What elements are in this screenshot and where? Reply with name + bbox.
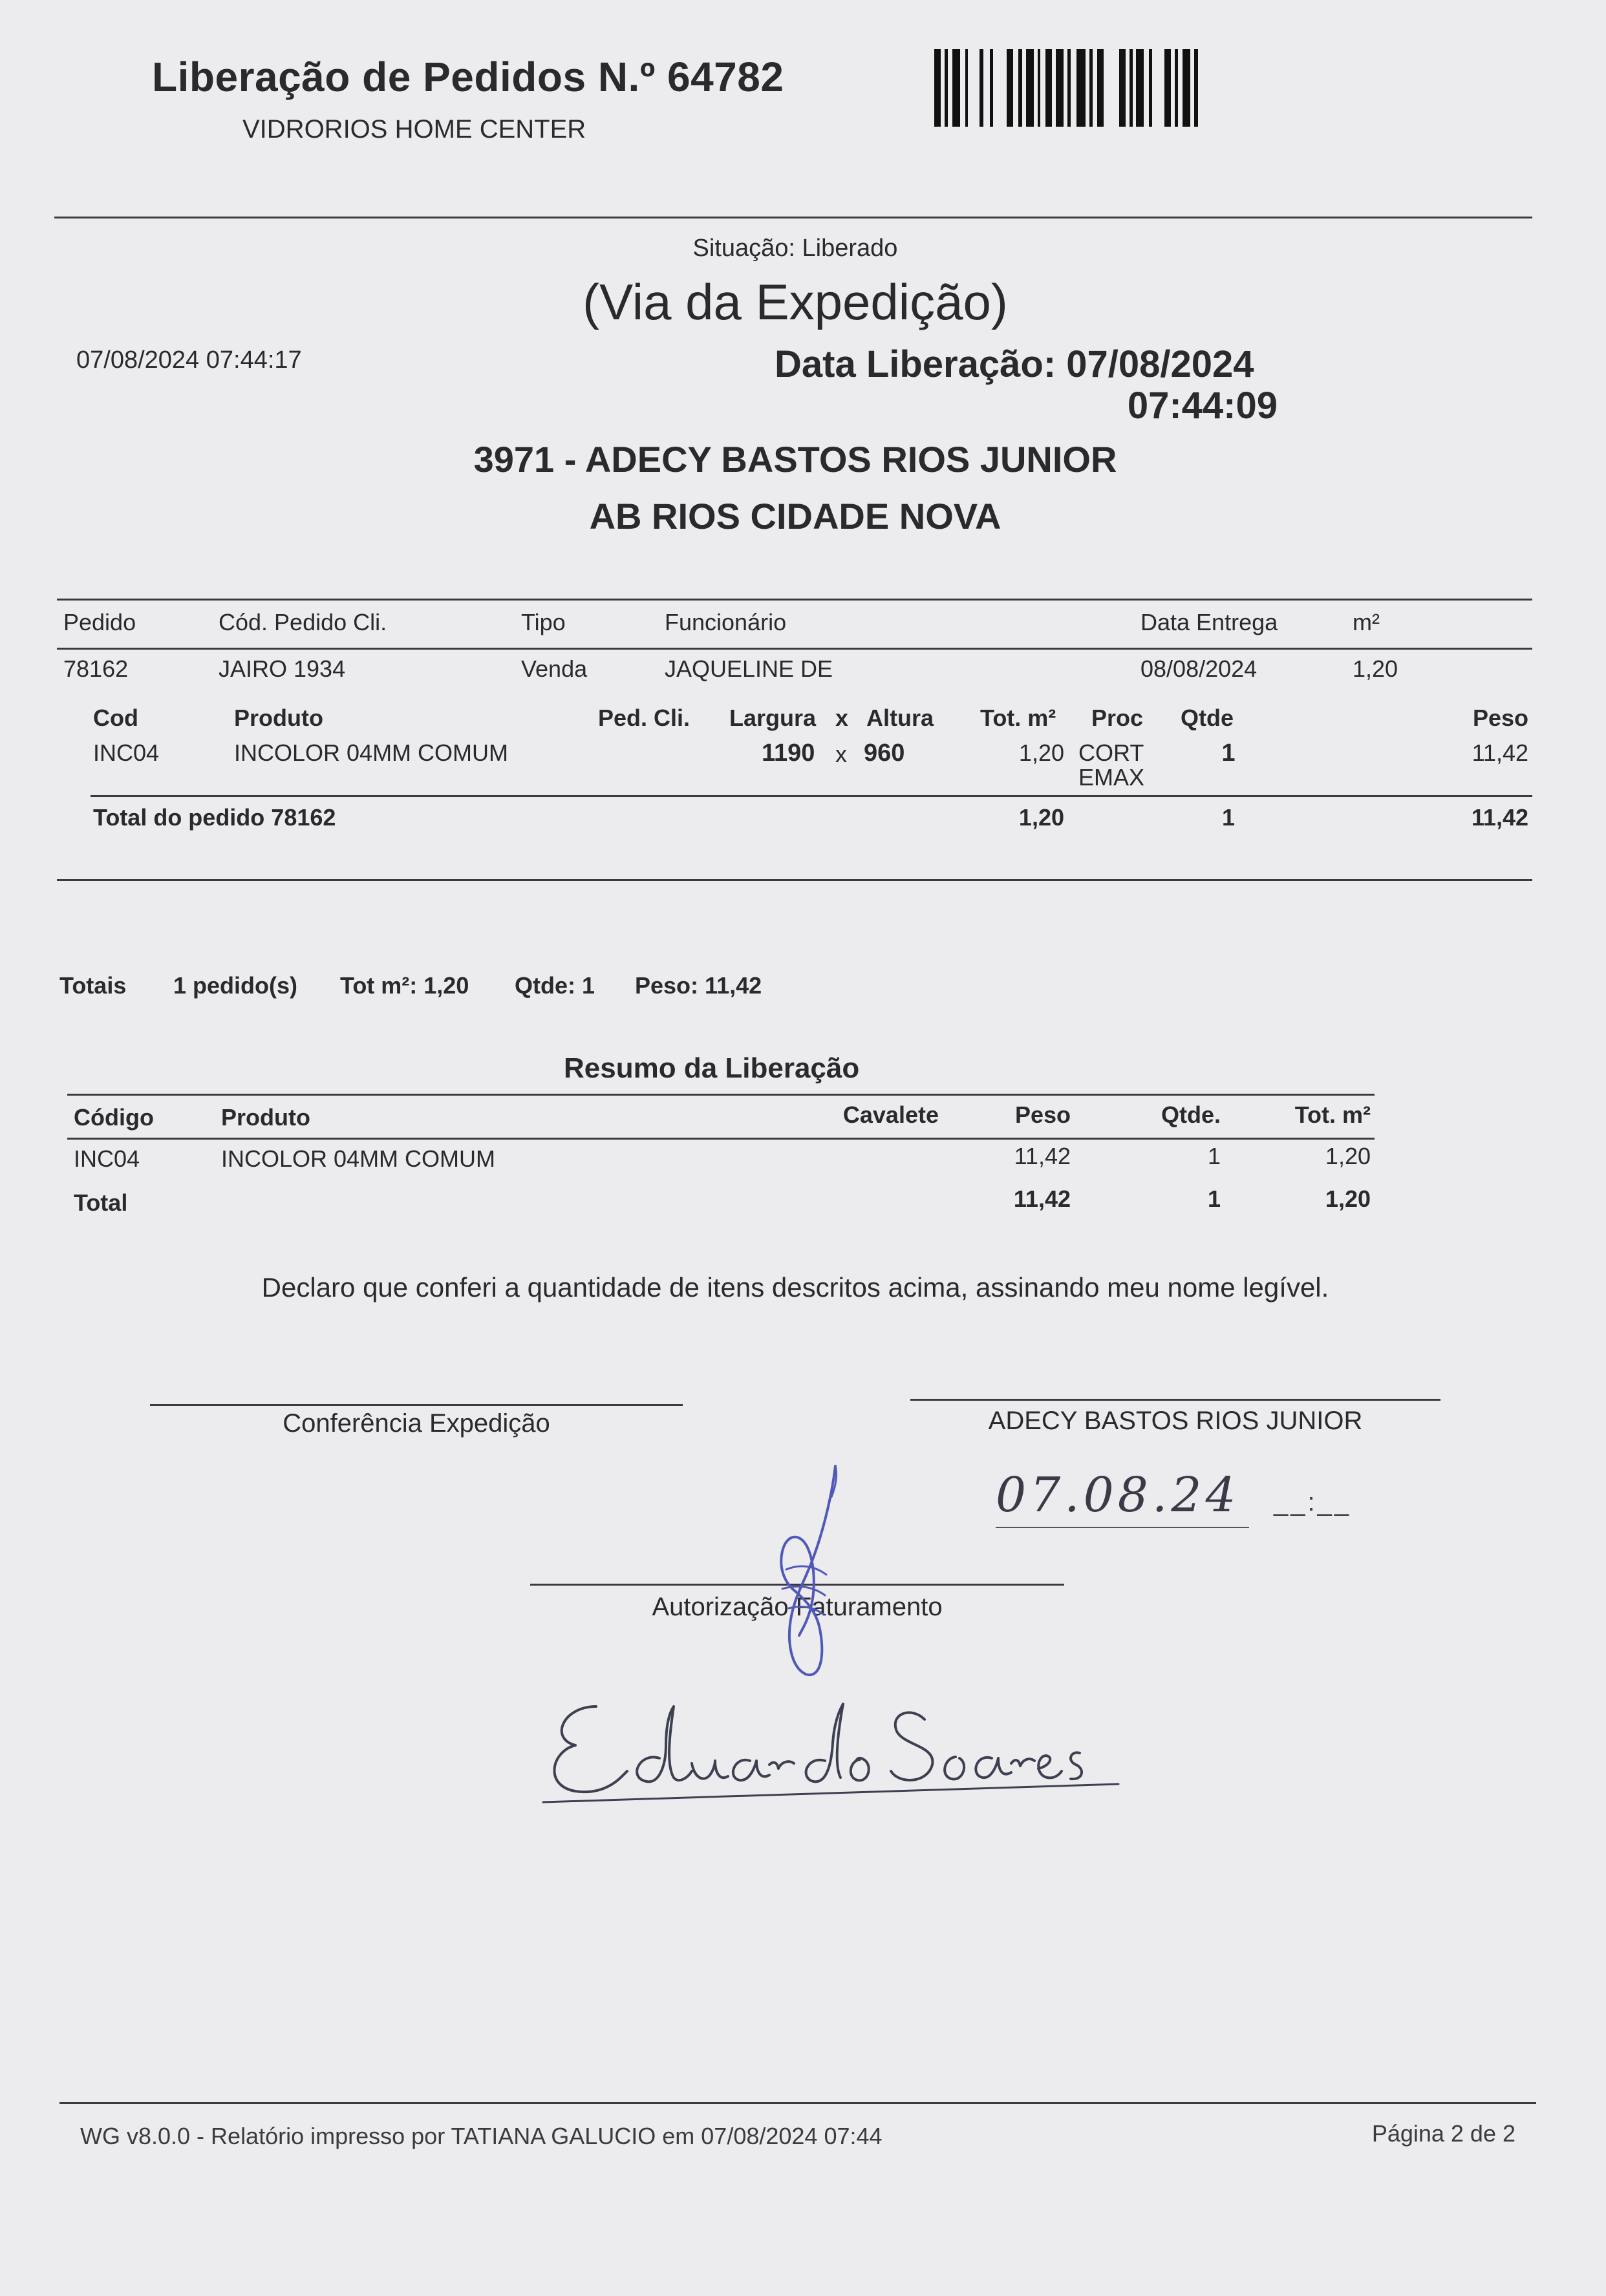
item-cell-cod: INC04 — [93, 739, 160, 766]
item-header-qtde: Qtde — [1181, 705, 1234, 731]
footer-line — [59, 2102, 1536, 2104]
summary-title: Resumo da Liberação — [564, 1052, 860, 1084]
order-cell-data-entrega: 08/08/2024 — [1140, 655, 1258, 682]
item-cell-qtde: 1 — [1221, 739, 1236, 767]
order-table-bottom-line — [57, 879, 1532, 881]
order-cell-tipo: Venda — [521, 655, 588, 682]
summary-cell-qtde: 1 — [1207, 1143, 1221, 1169]
summary-cell-tot-m2: 1,20 — [1325, 1143, 1371, 1169]
item-cell-tot-m2: 1,20 — [1018, 739, 1064, 766]
summary-header-qtde: Qtde. — [1161, 1101, 1221, 1128]
item-header-produto: Produto — [234, 705, 323, 731]
summary-header-tot-m2: Tot. m² — [1294, 1101, 1371, 1128]
order-total-m2: 1,20 — [1018, 804, 1064, 831]
declaration-text: Declaro que conferi a quantidade de itens descritos acima, assinando meu nome legível. — [261, 1272, 1329, 1302]
item-header-tot-m2: Tot. m² — [980, 705, 1056, 731]
item-total-line — [91, 795, 1532, 797]
signature-line-conferencia — [150, 1404, 683, 1406]
release-time: 07:44:09 — [1127, 385, 1278, 427]
summary-total-qtde: 1 — [1207, 1185, 1221, 1212]
item-header-altura: Altura — [866, 705, 934, 731]
footer-page-number: Página 2 de 2 — [1371, 2120, 1515, 2147]
barcode — [934, 49, 1199, 127]
summary-total-peso: 11,42 — [1013, 1185, 1071, 1212]
order-header-line — [57, 648, 1532, 650]
summary-header-produto: Produto — [221, 1104, 310, 1131]
signature-label-conferencia: Conferência Expedição — [283, 1409, 550, 1438]
totals-qtde: Qtde: 1 — [515, 972, 595, 999]
order-header-pedido: Pedido — [63, 609, 136, 635]
order-cell-funcionario: JAQUELINE DE — [665, 655, 833, 682]
totals-label: Totais — [59, 972, 127, 999]
summary-cell-produto: INCOLOR 04MM COMUM — [221, 1145, 496, 1172]
summary-header-line — [67, 1138, 1375, 1140]
order-header-m2: m² — [1353, 609, 1380, 635]
item-header-proc: Proc — [1091, 705, 1144, 731]
order-cell-cod-cli: JAIRO 1934 — [219, 655, 346, 682]
print-datetime: 07/08/2024 07:44:17 — [76, 346, 302, 374]
item-cell-largura: 1190 — [762, 739, 815, 767]
item-cell-x: x — [835, 741, 847, 767]
signature-line-cliente — [910, 1399, 1440, 1401]
item-cell-proc-1: CORT — [1078, 739, 1144, 766]
client-store: AB RIOS CIDADE NOVA — [589, 496, 1001, 537]
pen-signature — [744, 1461, 860, 1681]
signature-label-autorizacao: Autorização Faturamento — [652, 1593, 943, 1621]
item-header-cod: Cod — [93, 705, 138, 731]
totals-pedidos: 1 pedido(s) — [173, 972, 298, 999]
summary-total-label: Total — [74, 1189, 128, 1216]
summary-header-cavalete: Cavalete — [842, 1101, 939, 1128]
item-header-x: x — [835, 705, 849, 731]
totals-m2: Tot m²: 1,20 — [340, 972, 469, 999]
release-date: Data Liberação: 07/08/2024 — [775, 343, 1254, 385]
summary-header-codigo: Código — [74, 1104, 154, 1131]
order-header-tipo: Tipo — [521, 609, 566, 635]
signature-label-cliente: ADECY BASTOS RIOS JUNIOR — [988, 1407, 1363, 1435]
summary-cell-codigo: INC04 — [74, 1145, 140, 1172]
time-blank: __:__ — [1274, 1488, 1352, 1516]
summary-top-line — [67, 1094, 1375, 1096]
company-name: VIDRORIOS HOME CENTER — [242, 115, 586, 144]
footer-printed-by: WG v8.0.0 - Relatório impresso por TATIANA GALUCIO em 07/08/2024 07:44 — [80, 2123, 883, 2149]
header-divider — [54, 217, 1532, 218]
client-name: 3971 - ADECY BASTOS RIOS JUNIOR — [473, 439, 1117, 480]
summary-header-peso: Peso — [1014, 1101, 1071, 1128]
item-header-ped-cli: Ped. Cli. — [598, 705, 691, 731]
order-total-label: Total do pedido 78162 — [93, 804, 336, 831]
handwritten-date: 07.08.24 — [996, 1467, 1240, 1523]
order-total-peso: 11,42 — [1471, 804, 1528, 831]
handwritten-date-underline — [996, 1527, 1249, 1528]
summary-cell-peso: 11,42 — [1014, 1143, 1071, 1169]
order-header-data-entrega: Data Entrega — [1140, 609, 1278, 635]
order-header-funcionario: Funcionário — [665, 609, 787, 635]
order-cell-m2: 1,20 — [1353, 655, 1398, 682]
item-cell-altura: 960 — [864, 739, 905, 767]
item-cell-produto: INCOLOR 04MM COMUM — [234, 739, 509, 766]
order-total-qtde: 1 — [1221, 804, 1236, 831]
item-header-peso: Peso — [1472, 705, 1528, 731]
item-cell-proc-2: EMAX — [1078, 764, 1145, 791]
totals-peso: Peso: 11,42 — [635, 972, 762, 999]
item-cell-peso: 11,42 — [1472, 739, 1528, 766]
document-title: Liberação de Pedidos N.º 64782 — [152, 54, 784, 100]
order-cell-pedido: 78162 — [63, 655, 129, 682]
order-header-cod-cli: Cód. Pedido Cli. — [219, 609, 387, 635]
status-text: Situação: Liberado — [692, 235, 898, 262]
summary-total-tot-m2: 1,20 — [1325, 1185, 1371, 1212]
item-header-largura: Largura — [729, 705, 817, 731]
handwritten-name — [537, 1681, 1131, 1810]
copy-label: (Via da Expedição) — [583, 273, 1008, 330]
order-table-top-line — [57, 599, 1532, 601]
